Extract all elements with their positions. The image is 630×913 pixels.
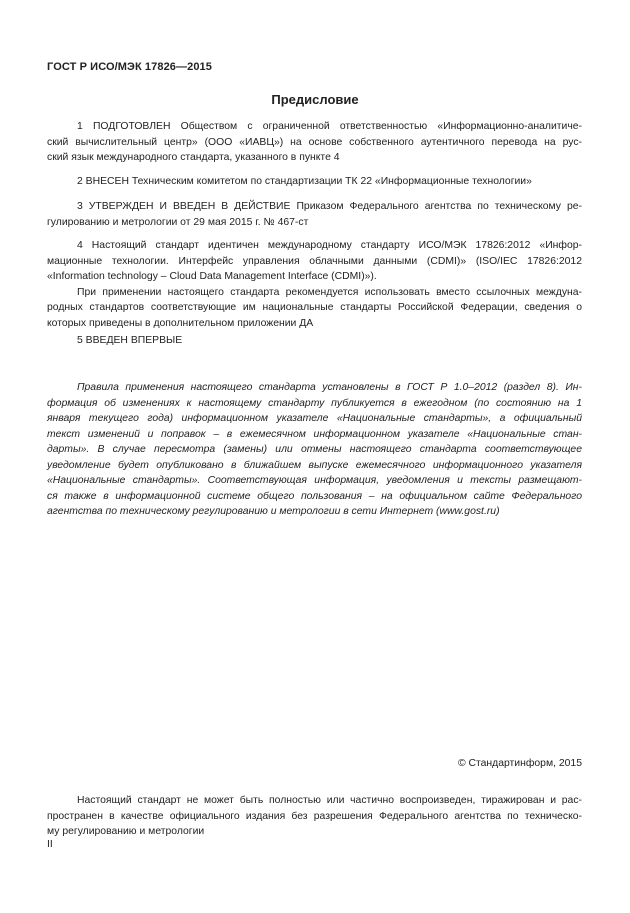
notice-line: текст изменений и поправок – в ежемесячном информационном указателе «Национальные стан- — [47, 428, 582, 440]
foreword-item-4-line: 4 Настоящий стандарт идентичен международному стандарту ИСО/МЭК 17826:2012 «Инфор- — [77, 240, 582, 251]
reproduction-notice — [47, 793, 582, 840]
application-rules-notice — [47, 380, 582, 520]
notice-line: Правила применения настоящего стандарта установлены в ГОСТ Р 1.0–2012 (раздел 8). Ин- — [77, 382, 582, 393]
notice-line: января текущего года) информационном указателе «Национальные стандарты», а официальный — [47, 413, 582, 424]
copyright-text: © Стандартинформ, 2015 — [457, 758, 582, 769]
notice-line: формация об изменениях к настоящему стандарту публикуется в ежегодном (по состоянию на 1 — [47, 397, 582, 409]
foreword-item-1 — [47, 119, 582, 166]
notice-line: ся также в информационной системе общего пользования – на официальном сайте Федерального — [47, 490, 582, 502]
foreword-item-1-line: 1 ПОДГОТОВЛЕН Обществом с ограниченной ответственностью «Информационно-аналитиче- — [77, 121, 582, 132]
foreword-item-3 — [47, 199, 582, 230]
foreword-item-4-line: мационные технологии. Интерфейс управления облачными данными (CDMI)» (ISO/IEC 17826:2012 — [47, 255, 582, 267]
page-number: II — [47, 839, 53, 850]
reproduction-notice-line: Настоящий стандарт не может быть полностью или частично воспроизведен, тиражирован и рас- — [77, 795, 582, 806]
foreword-item-4-note-line: родных стандартов соответствующие им национальные стандарты Российской Федерации, сведения о — [47, 302, 582, 313]
foreword-item-4-line: «Information technology – Cloud Data Management Interface (CDMI)»). — [47, 271, 377, 282]
foreword-item-4-note-line: которых приведены в дополнительном приложении ДА — [47, 317, 314, 329]
foreword-item-4-note-line: При применении настоящего стандарта рекомендуется использовать вместо ссылочных междуна- — [77, 286, 582, 298]
reproduction-notice-line: пространен в качестве официального издания без разрешения Федерального агентства по техническо- — [47, 810, 582, 822]
notice-line: агентства по техническому регулированию и метрологии в сети Интернет (www.gost.ru) — [47, 506, 500, 517]
foreword-item-4 — [47, 238, 582, 331]
page-title: Предисловие — [271, 92, 359, 107]
foreword-item-5 — [47, 333, 582, 349]
reproduction-notice-line: му регулированию и метрологии — [47, 826, 205, 837]
notice-line: «Национальные стандарты». Соответствующая информация, уведомления и тексты размещают- — [47, 475, 582, 486]
notice-line: уведомление будет опубликовано в ближайшем выпуске ежемесячного информационного указателя — [47, 459, 582, 471]
foreword-item-2-text: 2 ВНЕСЕН Техническим комитетом по стандартизации ТК 22 «Информационные технологии» — [77, 176, 532, 187]
foreword-item-3-line: гулированию и метрологии от 29 мая 2015 г. № 467-ст — [47, 216, 309, 228]
foreword-item-1-line: ский вычислительный центр» (ООО «ИАВЦ») на основе собственного аутентичного перевода на рус- — [47, 136, 582, 148]
notice-line: дарты». В случае пересмотра (замены) или отмены настоящего стандарта соответствующее — [47, 444, 582, 455]
standard-code-header: ГОСТ Р ИСО/МЭК 17826—2015 — [47, 61, 212, 73]
foreword-item-1-line: ский язык международного стандарта, указанного в пункте 4 — [47, 152, 340, 163]
foreword-item-2 — [47, 174, 582, 190]
foreword-item-5-text: 5 ВВЕДЕН ВПЕРВЫЕ — [77, 335, 183, 346]
foreword-item-3-line: 3 УТВЕРЖДЕН И ВВЕДЕН В ДЕЙСТВИЕ Приказом Федерального агентства по техническому ре- — [77, 201, 582, 212]
